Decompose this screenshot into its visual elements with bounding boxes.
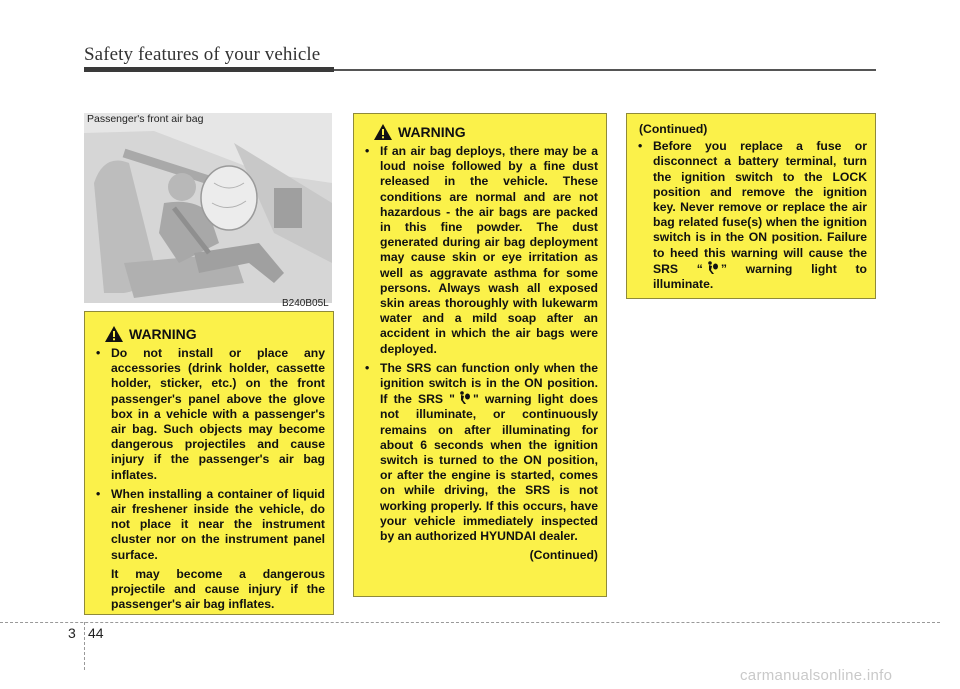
warning-bullet-srs-light	[362, 361, 598, 544]
warning-box-passenger-panel	[84, 311, 334, 615]
figure-caption: Passenger's front air bag	[87, 113, 204, 125]
srs-text-part1: The SRS can function only when the ignition switch is in the ON position. If the SRS "	[380, 360, 598, 407]
warning-bullet-fuse	[635, 139, 867, 292]
footer-divider	[0, 622, 940, 623]
fuse-text-part1: Before you replace a fuse or disconnect a battery terminal, turn the ignition switch to the LOCK position and remove the ignition key. Never remove or replace the air bag related fuse(s) when the ignition switch is in the ON position. Failure to heed this warning will cause the SRS “	[653, 139, 867, 276]
footer-vertical-divider	[84, 622, 85, 670]
warning-heading	[374, 124, 598, 140]
continued-heading: (Continued)	[639, 122, 708, 136]
warning-heading-text: WARNING	[129, 326, 197, 342]
figure-code: B240B05L	[282, 298, 329, 309]
warning-heading	[105, 326, 325, 342]
srs-airbag-icon	[457, 391, 471, 405]
srs-airbag-icon	[705, 261, 719, 275]
fuse-text-part2: ” warning light to illuminate.	[653, 261, 867, 292]
warning-box-fuse	[626, 113, 876, 299]
warning-triangle-icon	[105, 326, 123, 342]
warning-bullet-accessories: • Do not install or place any accessories (drink holder, cassette holder, sticker, etc.) on the front passenger's panel above the glove box in a vehicle with a passenger's air bag. Such objects may become dangerous projectiles and cause injury if the passenger's air bag inflates.	[93, 346, 325, 483]
warning-bullet-air-freshener: • When installing a container of liquid air freshener inside the vehicle, do not place it near the instrument cluster nor on the instrument panel surface.	[93, 487, 325, 563]
warning-bullet-dust: • If an air bag deploys, there may be a loud noise followed by a fine dust released in the vehicle. These conditions are normal and are not hazardous - the air bags are packed in this fine powder. The dust generated during air bag deployment may cause skin or eye irritation as well as aggravate asthma for some persons. Always wash all exposed skin areas thoroughly with lukewarm water and a mild soap after an accident in which the air bags were deployed.	[362, 144, 598, 357]
airbag-illustration	[84, 113, 332, 303]
chapter-number: 3	[68, 625, 76, 641]
watermark: carmanualsonline.info	[740, 667, 893, 684]
section-title: Safety features of your vehicle	[84, 44, 321, 65]
warning-box-deployment	[353, 113, 607, 597]
continued-label: (Continued)	[529, 548, 598, 563]
page-number: 44	[88, 625, 104, 641]
warning-note-projectile: It may become a dangerous projectile and cause injury if the passenger's air bag inflates.	[111, 566, 325, 612]
warning-triangle-icon	[374, 124, 392, 140]
srs-text-part2: " warning light does not illuminate, or continuously remains on after illuminating for about 6 seconds when the ignition switch is turned to the ON position, or after the engine is started, comes on while driving, the SRS is not working properly. If this occurs, have your vehicle immediately inspected by an authorized HYUNDAI dealer.	[380, 392, 598, 544]
warning-heading-text: WARNING	[398, 124, 466, 140]
title-rule-accent	[84, 67, 334, 72]
